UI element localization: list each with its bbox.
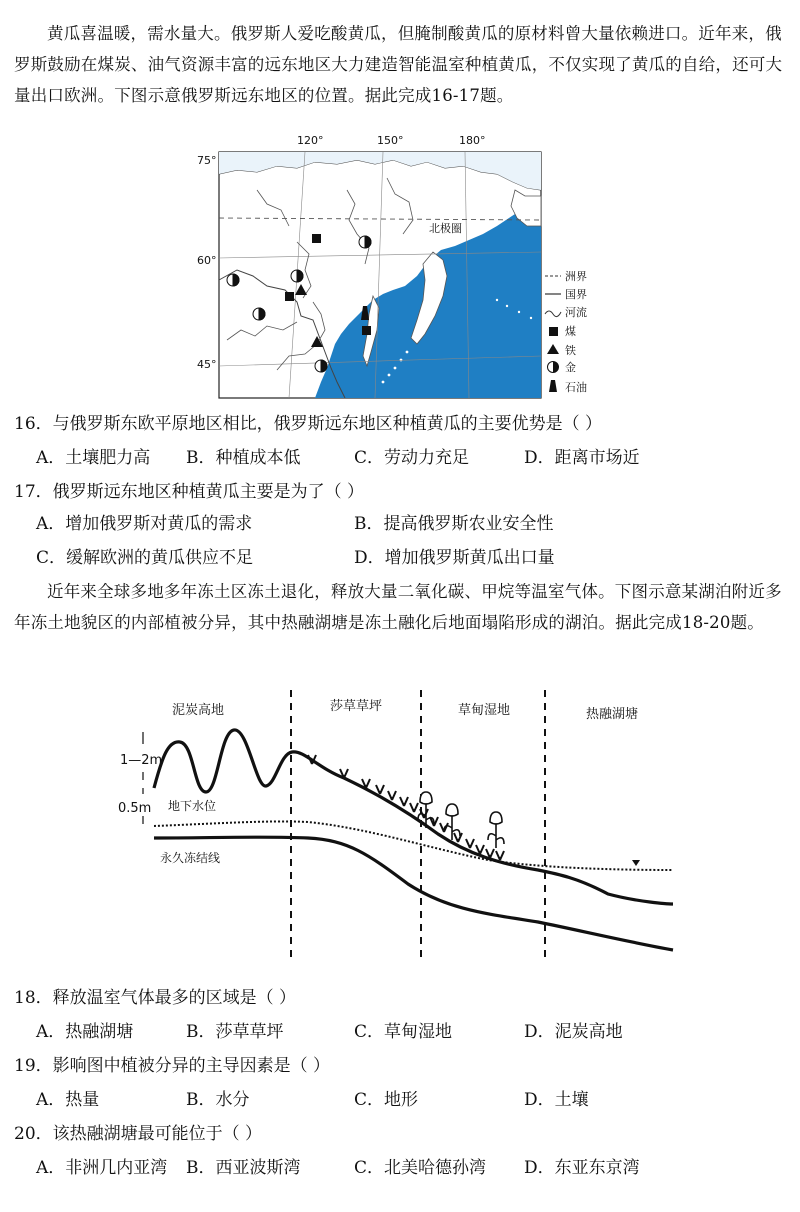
- zone-label-sedge-lawn: 莎草草坪: [330, 699, 383, 714]
- q18-option-a[interactable]: A．热融湖塘: [36, 1022, 134, 1042]
- arctic-circle-label: 北极圈: [429, 222, 462, 235]
- question-18-stem: 18．释放温室气体最多的区域是（ ）: [14, 988, 297, 1008]
- q20-option-b[interactable]: B．西亚波斯湾: [186, 1158, 301, 1178]
- permafrost-label: 永久冻结线: [160, 851, 221, 865]
- lon-label-120: 120°: [297, 134, 324, 147]
- q20-option-d[interactable]: D．东亚东京湾: [524, 1158, 640, 1178]
- q17-option-b[interactable]: B．提高俄罗斯农业安全性: [354, 514, 554, 534]
- q18-option-d[interactable]: D．泥炭高地: [524, 1022, 623, 1042]
- water-level-marker: [632, 860, 640, 866]
- legend-oil: 石油: [565, 381, 587, 394]
- intro-2-text: 近年来全球多地多年冻土区冻土退化，释放大量二氧化碳、甲烷等温室气体。下图示意某湖泊附近多年冻土地貌区的内部植被分异，其中热融湖塘是冻土融化后地面塌陷形成的湖泊。据此完成18-20题。: [14, 582, 782, 632]
- legend-river: 河流: [565, 306, 587, 319]
- lon-label-150: 150°: [377, 134, 404, 147]
- groundwater-line: [154, 821, 673, 870]
- q17-option-d[interactable]: D．增加俄罗斯黄瓜出口量: [354, 548, 555, 568]
- lat-label-60: 60°: [197, 254, 217, 267]
- legend-iron: 铁: [565, 344, 576, 357]
- question-20-stem: 20．该热融湖塘最可能位于（ ）: [14, 1124, 263, 1144]
- q16-option-b[interactable]: B．种植成本低: [186, 448, 301, 468]
- intro-paragraph-1: [14, 18, 784, 111]
- q19-option-d[interactable]: D．土壤: [524, 1090, 589, 1110]
- zone-label-thermokarst-pond: 热融湖塘: [586, 707, 639, 722]
- q17-option-c[interactable]: C．缓解欧洲的黄瓜供应不足: [36, 548, 254, 568]
- q20-option-c[interactable]: C．北美哈德孙湾: [354, 1158, 487, 1178]
- q17-option-a[interactable]: A．增加俄罗斯对黄瓜的需求: [36, 514, 253, 534]
- legend-continent-border: 洲界: [565, 270, 587, 283]
- q16-option-d[interactable]: D．距离市场近: [524, 448, 640, 468]
- question-16-stem: 16．与俄罗斯东欧平原地区相比，俄罗斯远东地区种植黄瓜的主要优势是（ ）: [14, 414, 603, 434]
- sedge-mark: [410, 803, 418, 812]
- sedge-mark: [496, 851, 504, 860]
- sedge-mark: [400, 797, 408, 806]
- q16-option-c[interactable]: C．劳动力充足: [354, 448, 470, 468]
- q19-option-b[interactable]: B．水分: [186, 1090, 250, 1110]
- groundwater-label: 地下水位: [168, 799, 217, 813]
- height-label-small: 0.5m: [118, 801, 152, 816]
- sedge-mark: [454, 833, 462, 842]
- map-legend: [545, 270, 587, 394]
- intro-1-text: 黄瓜喜温暖，需水量大。俄罗斯人爱吃酸黄瓜，但腌制酸黄瓜的原材料曾大量依赖进口。近年来，俄罗斯鼓励在煤炭、油气资源丰富的远东地区大力建造智能温室种植黄瓜，不仅实现了黄瓜的自给，还可大量出口欧洲。下图示意俄罗斯远东地区的位置。据此完成16-17题。: [14, 24, 783, 105]
- question-19-stem: 19．影响图中植被分异的主导因素是（ ）: [14, 1056, 331, 1076]
- permafrost-line: [154, 837, 673, 950]
- lat-label-45: 45°: [197, 358, 217, 371]
- lat-label-75: 75°: [197, 154, 217, 167]
- legend-gold: 金: [565, 361, 576, 374]
- zone-label-peat-plateau: 泥炭高地: [172, 703, 225, 718]
- sedge-mark: [388, 791, 396, 800]
- permafrost-vegetation-diagram: [108, 688, 708, 968]
- intro-paragraph-2: [14, 576, 784, 638]
- zone-label-meadow-wetland: 草甸湿地: [458, 703, 511, 718]
- sedge-mark: [466, 839, 474, 848]
- lon-label-180: 180°: [459, 134, 486, 147]
- zone-dividers: [291, 690, 545, 960]
- flower-mark: [488, 812, 504, 848]
- russia-far-east-map: [197, 130, 617, 402]
- q18-option-b[interactable]: B．莎草草坪: [186, 1022, 284, 1042]
- legend-national-border: 国界: [565, 288, 587, 301]
- q19-option-a[interactable]: A．热量: [36, 1090, 100, 1110]
- question-17-stem: 17．俄罗斯远东地区种植黄瓜主要是为了（ ）: [14, 482, 365, 502]
- ground-surface-line: [154, 730, 673, 904]
- q16-option-a[interactable]: A．土壤肥力高: [36, 448, 151, 468]
- q19-option-c[interactable]: C．地形: [354, 1090, 419, 1110]
- q20-option-a[interactable]: A．非洲几内亚湾: [36, 1158, 168, 1178]
- q18-option-c[interactable]: C．草甸湿地: [354, 1022, 453, 1042]
- height-label-large: 1—2m: [120, 753, 163, 768]
- legend-coal: 煤: [565, 325, 576, 338]
- sedge-mark: [376, 785, 384, 794]
- flower-mark: [444, 804, 460, 840]
